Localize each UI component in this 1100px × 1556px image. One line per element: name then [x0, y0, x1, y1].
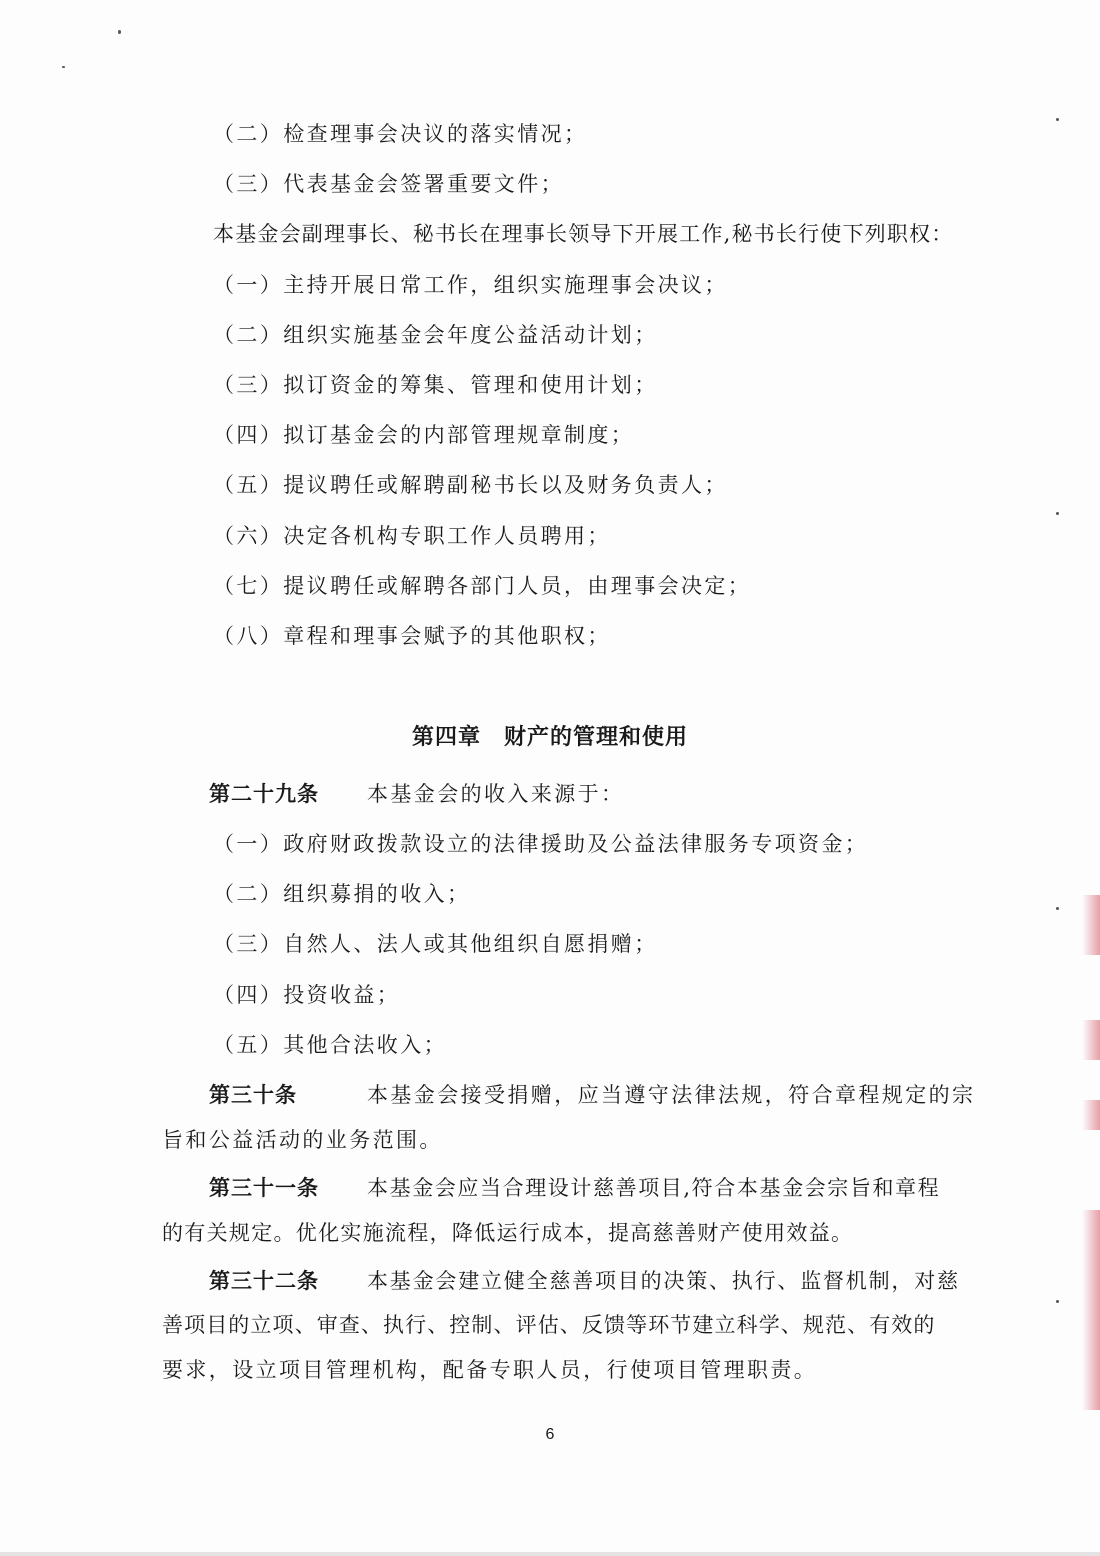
article-30	[209, 1080, 975, 1110]
article-text-continued: 善项目的立项、审查、执行、控制、评估、反馈等环节建立科学、规范、有效的	[162, 1313, 936, 1337]
scan-speck	[1056, 1300, 1059, 1303]
article-text: 本基金会建立健全慈善项目的决策、执行、监督机制，对慈	[367, 1269, 960, 1293]
article-32	[209, 1266, 960, 1296]
article-text: 本基金会应当合理设计慈善项目,符合本基金会宗旨和章程	[367, 1176, 941, 1200]
article-text-continued: 的有关规定。优化实施流程，降低运行成本，提高慈善财产使用效益。	[162, 1221, 854, 1245]
seal-edge-mark	[1082, 1250, 1100, 1410]
article-text-continued: 要求，设立项目管理机构，配备专职人员，行使项目管理职责。	[162, 1358, 818, 1382]
article-text: 本基金会接受捐赠，应当遵守法律法规，符合章程规定的宗	[367, 1083, 976, 1107]
list-item: （二）检查理事会决议的落实情况；	[213, 122, 588, 146]
article-label: 第三十条	[209, 1083, 297, 1107]
article-label: 第三十二条	[209, 1269, 319, 1293]
list-item: （三）代表基金会签署重要文件；	[213, 172, 564, 196]
list-item: （二）组织实施基金会年度公益活动计划；	[213, 323, 658, 347]
seal-edge-mark	[1082, 1020, 1100, 1060]
article-29	[209, 779, 624, 809]
article-31	[209, 1173, 940, 1203]
seal-edge-mark	[1082, 1210, 1100, 1250]
article-text: 本基金会的收入来源于：	[367, 782, 625, 806]
article-label: 第二十九条	[209, 782, 319, 806]
scan-speck	[1056, 512, 1059, 515]
article-label: 第三十一条	[209, 1176, 319, 1200]
chapter-heading: 第四章 财产的管理和使用	[411, 725, 688, 750]
scan-speck	[62, 66, 65, 68]
list-item: （四）投资收益；	[213, 983, 401, 1007]
list-item: （七）提议聘任或解聘各部门人员，由理事会决定；	[213, 574, 752, 598]
list-item: （六）决定各机构专职工作人员聘用；	[213, 524, 611, 548]
scan-bottom-edge	[0, 1552, 1100, 1556]
article-text-continued: 旨和公益活动的业务范围。	[162, 1128, 443, 1152]
page-number: 6	[545, 1426, 555, 1443]
seal-edge-mark	[1082, 1100, 1100, 1130]
list-item: （一）主持开展日常工作，组织实施理事会决议；	[213, 273, 728, 297]
seal-edge-mark	[1082, 895, 1100, 955]
list-item: （八）章程和理事会赋予的其他职权；	[213, 624, 611, 648]
list-item: （二）组织募捐的收入；	[213, 882, 471, 906]
list-item: （五）提议聘任或解聘副秘书长以及财务负责人；	[213, 473, 728, 497]
scan-speck	[1056, 118, 1059, 121]
paragraph: 本基金会副理事长、秘书长在理事长领导下开展工作,秘书长行使下列职权：	[213, 222, 954, 246]
list-item: （三）拟订资金的筹集、管理和使用计划；	[213, 373, 658, 397]
scan-speck	[118, 30, 121, 34]
scan-speck	[1056, 907, 1059, 910]
list-item: （五）其他合法收入；	[213, 1033, 447, 1057]
list-item: （三）自然人、法人或其他组织自愿捐赠；	[213, 932, 658, 956]
list-item: （一）政府财政拨款设立的法律援助及公益法律服务专项资金；	[213, 832, 869, 856]
list-item: （四）拟订基金会的内部管理规章制度；	[213, 423, 635, 447]
